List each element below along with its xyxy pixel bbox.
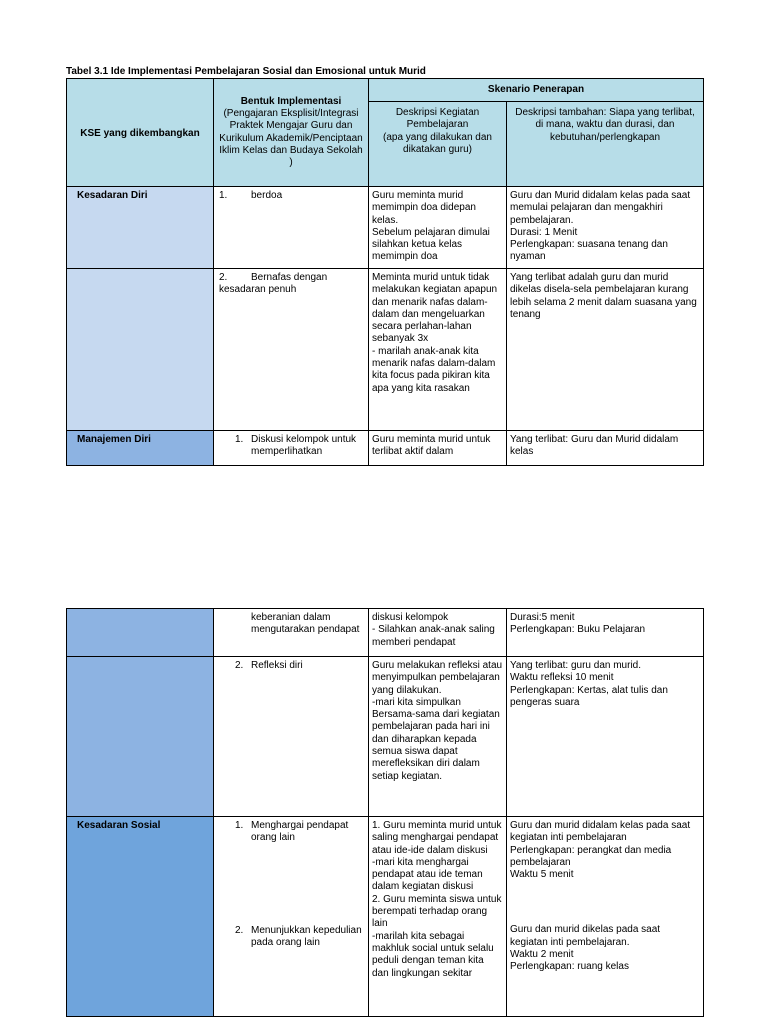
bentuk-cell [214,657,369,817]
item-number: 1. [235,434,244,445]
deskripsi-cell: Guru melakukan refleksi atau menyimpulkan pembelajaran yang dilakukan. -mari kita simpulkan Bersama-sama dari kegiatan pembelajaran pada hari ini dan diharapkan kepada semua siswa dapat merefleksikan diri dalam setiap kegiatan. [369,657,507,817]
tambahan-cell: Yang terlibat: guru dan murid. Waktu refleksi 10 menit Perlengkapan: Kertas, alat tulis dan pengeras suara [507,657,704,817]
table-row [67,657,704,817]
kse-cell: Manajemen Diri [67,431,214,466]
deskripsi-cell: Guru meminta murid memimpin doa didepan kelas. Sebelum pelajaran dimulai silahkan ketua kelas memimpin doa [369,187,507,269]
table-row [67,269,704,431]
header-bentuk-title: Bentuk Implementasi [240,95,342,107]
item-text: Diskusi kelompok untuk memperlihatkan [251,434,357,458]
kse-cell: Kesadaran Sosial [67,817,214,1017]
table-row [67,187,704,269]
header-bentuk-sub: (Pengajaran Eksplisit/Integrasi Praktek Mengajar Guru dan Kurikulum Akademik/Penciptaan Iklim Kelas dan Budaya Sekolah ) [219,107,363,169]
tambahan-cell: Durasi:5 menit Perlengkapan: Buku Pelajaran [507,609,704,657]
implementation-table-part2 [66,608,704,1017]
table-row [67,817,704,1017]
bentuk-cell [214,187,369,269]
implementation-table-part1 [66,78,704,466]
item-text: keberanian dalam mengutarakan pendapat [251,612,360,636]
item-number: 1. [219,190,228,201]
kse-cell [67,657,214,817]
deskripsi-cell: diskusi kelompok - Silahkan anak-anak saling memberi pendapat [369,609,507,657]
item-number: 2. [235,660,244,671]
deskripsi-cell: Guru meminta murid untuk terlibat aktif dalam [369,431,507,466]
item-number: 1. [235,820,244,831]
tambahan-text-2: Guru dan murid dikelas pada saat kegiatan inti pembelajaran. Waktu 2 menit Perlengkapan: ruang kelas [510,924,661,973]
item-text: berdoa [251,190,283,201]
kse-cell [67,609,214,657]
bentuk-cell [214,431,369,466]
item-text: Refleksi diri [251,660,303,671]
item-text: Menunjukkan kepedulian pada orang lain [251,924,362,948]
header-bentuk [214,79,369,187]
item-text: Menghargai pendapat orang lain [251,820,349,844]
item-number: 2. [219,272,228,283]
deskripsi-cell: Meminta murid untuk tidak melakukan kegiatan apapun dan menarik nafas dalam-dalam dan mengeluarkan secara perlahan-lahan sebanyak 3x - marilah anak-anak kita menarik nafas dalam-dalam kita focus pada pikiran kita apa yang kita rasakan [369,269,507,431]
kse-cell: Kesadaran Diri [67,187,214,269]
tambahan-cell: Yang terlibat adalah guru dan murid dikelas disela-sela pembelajaran kurang lebih selama 2 menit dalam suasana yang tenang [507,269,704,431]
deskripsi-cell: 1. Guru meminta murid untuk saling menghargai pendapat atau ide-ide dalam diskusi -mari kita menghargai pendapat atau ide teman dalam kegiatan diskusi 2. Guru meminta siswa untuk berempati terhadap orang lain -marilah kita sebagai makhluk social untuk selalu peduli dengan teman kita dan lingkungan sekitar [369,817,507,1017]
item-text: Bernafas dengan [251,272,328,283]
tambahan-cell: Yang terlibat: Guru dan Murid didalam kelas [507,431,704,466]
item-number: 2. [235,924,244,936]
tambahan-cell: Guru dan Murid didalam kelas pada saat memulai pelajaran dan mengakhiri pembelajaran. Durasi: 1 Menit Perlengkapan: suasana tenang dan nyaman [507,187,704,269]
bentuk-cell [214,817,369,1017]
tambahan-cell [507,817,704,1017]
bentuk-cell [214,269,369,431]
item-text-continued: kesadaran penuh [219,284,297,296]
table-caption: Tabel 3.1 Ide Implementasi Pembelajaran Sosial dan Emosional untuk Murid [66,66,426,77]
table-row [67,609,704,657]
header-deskripsi: Deskripsi Kegiatan Pembelajaran (apa yang dilakukan dan dikatakan guru) [369,102,507,187]
tambahan-text: Guru dan murid didalam kelas pada saat kegiatan inti pembelajaran Perlengkapan: perangkat dan media pembelajaran Waktu 5 menit [510,820,691,881]
bentuk-cell [214,609,369,657]
header-skenario: Skenario Penerapan [369,79,704,102]
header-tambahan: Deskripsi tambahan: Siapa yang terlibat, di mana, waktu dan durasi, dan kebutuhan/perlengkapan [507,102,704,187]
kse-cell [67,269,214,431]
header-kse: KSE yang dikembangkan [67,79,214,187]
table-row [67,431,704,466]
